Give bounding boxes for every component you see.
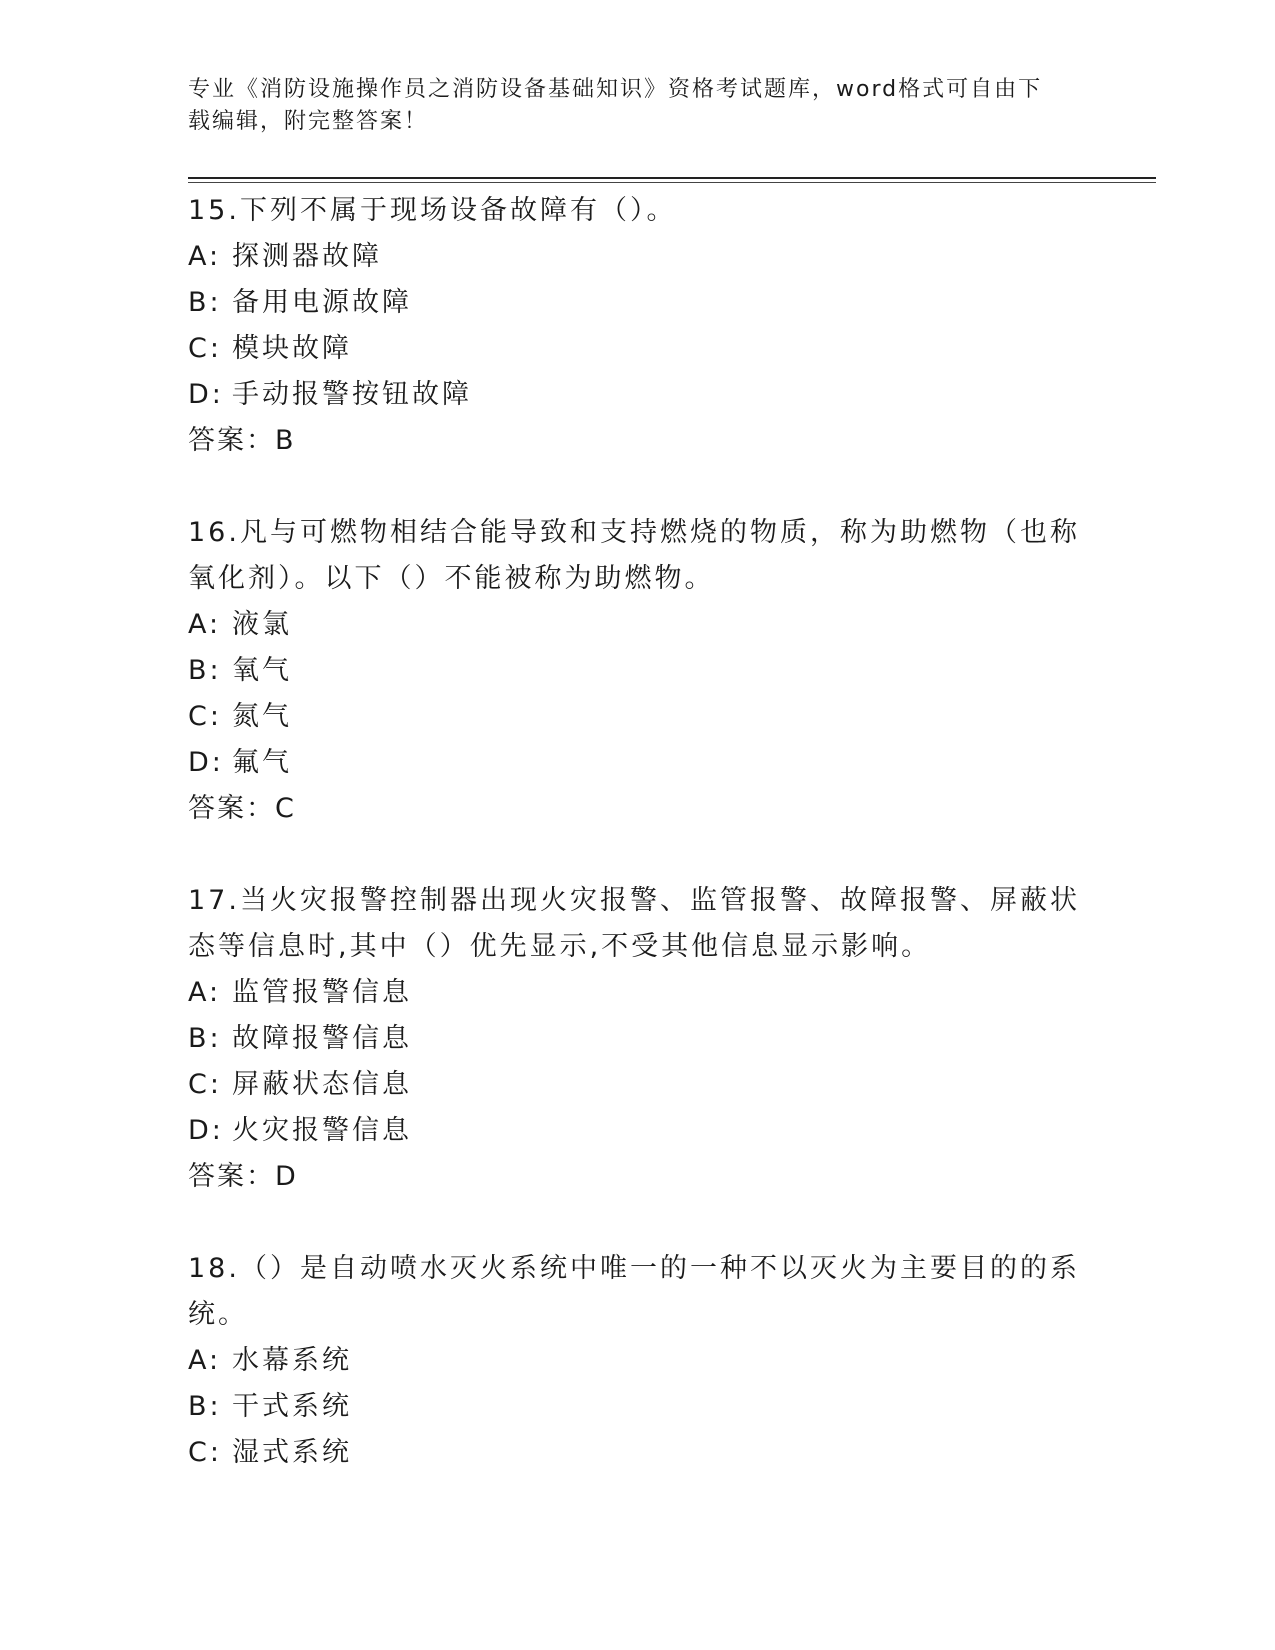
option-letter: C: bbox=[188, 1437, 222, 1468]
document-intro bbox=[188, 74, 1068, 138]
option-text: 干式系统 bbox=[232, 1391, 352, 1422]
answer-line: 答案：C bbox=[188, 793, 296, 824]
option-text: 监管报警信息 bbox=[232, 977, 412, 1008]
option-text: 液氯 bbox=[232, 609, 292, 640]
option-b bbox=[188, 1016, 1088, 1062]
option-letter: B: bbox=[188, 655, 222, 686]
option-letter: A: bbox=[188, 1345, 222, 1376]
option-c bbox=[188, 326, 1088, 372]
option-letter: D: bbox=[188, 747, 224, 778]
intro-line-2: 载编辑，附完整答案！ bbox=[188, 109, 429, 134]
option-d bbox=[188, 372, 1088, 418]
option-letter: B: bbox=[188, 287, 222, 318]
option-text: 探测器故障 bbox=[232, 241, 382, 272]
option-letter: B: bbox=[188, 1391, 222, 1422]
option-text: 屏蔽状态信息 bbox=[232, 1069, 412, 1100]
answer-line: 答案：B bbox=[188, 425, 296, 456]
option-letter: D: bbox=[188, 1115, 224, 1146]
option-text: 模块故障 bbox=[232, 333, 352, 364]
header-divider-thick bbox=[188, 177, 1156, 179]
option-letter: C: bbox=[188, 701, 222, 732]
option-text: 故障报警信息 bbox=[232, 1023, 412, 1054]
option-c bbox=[188, 694, 1088, 740]
question-15 bbox=[188, 188, 1088, 464]
option-c bbox=[188, 1430, 1088, 1476]
option-a bbox=[188, 602, 1088, 648]
question-list bbox=[188, 188, 1088, 1522]
question-16 bbox=[188, 510, 1088, 832]
option-d bbox=[188, 740, 1088, 786]
option-text: 湿式系统 bbox=[232, 1437, 352, 1468]
option-text: 手动报警按钮故障 bbox=[232, 379, 472, 410]
option-text: 氟气 bbox=[232, 747, 292, 778]
option-text: 氮气 bbox=[232, 701, 292, 732]
question-stem: 17.当火灾报警控制器出现火灾报警、监管报警、故障报警、屏蔽状态等信息时,其中（）优先显示,不受其他信息显示影响。 bbox=[188, 885, 1080, 962]
intro-line-1: 专业《消防设施操作员之消防设备基础知识》资格考试题库，word格式可自由下 bbox=[188, 77, 1043, 102]
question-stem: 15.下列不属于现场设备故障有（）。 bbox=[188, 195, 677, 226]
option-text: 水幕系统 bbox=[232, 1345, 352, 1376]
answer-line: 答案：D bbox=[188, 1161, 298, 1192]
option-letter: B: bbox=[188, 1023, 222, 1054]
option-c bbox=[188, 1062, 1088, 1108]
option-letter: D: bbox=[188, 379, 224, 410]
option-a bbox=[188, 234, 1088, 280]
question-stem: 16.凡与可燃物相结合能导致和支持燃烧的物质，称为助燃物（也称氧化剂）。以下（）不能被称为助燃物。 bbox=[188, 517, 1080, 594]
question-17 bbox=[188, 878, 1088, 1200]
question-18 bbox=[188, 1246, 1088, 1476]
header-divider-thin bbox=[188, 182, 1156, 183]
option-a bbox=[188, 1338, 1088, 1384]
option-letter: A: bbox=[188, 609, 222, 640]
option-b bbox=[188, 1384, 1088, 1430]
option-d bbox=[188, 1108, 1088, 1154]
option-text: 火灾报警信息 bbox=[232, 1115, 412, 1146]
option-letter: C: bbox=[188, 333, 222, 364]
option-letter: A: bbox=[188, 241, 222, 272]
option-text: 备用电源故障 bbox=[232, 287, 412, 318]
option-a bbox=[188, 970, 1088, 1016]
option-letter: C: bbox=[188, 1069, 222, 1100]
option-text: 氧气 bbox=[232, 655, 292, 686]
question-stem: 18.（）是自动喷水灭火系统中唯一的一种不以灭火为主要目的的系统。 bbox=[188, 1253, 1080, 1330]
option-letter: A: bbox=[188, 977, 222, 1008]
option-b bbox=[188, 648, 1088, 694]
option-b bbox=[188, 280, 1088, 326]
